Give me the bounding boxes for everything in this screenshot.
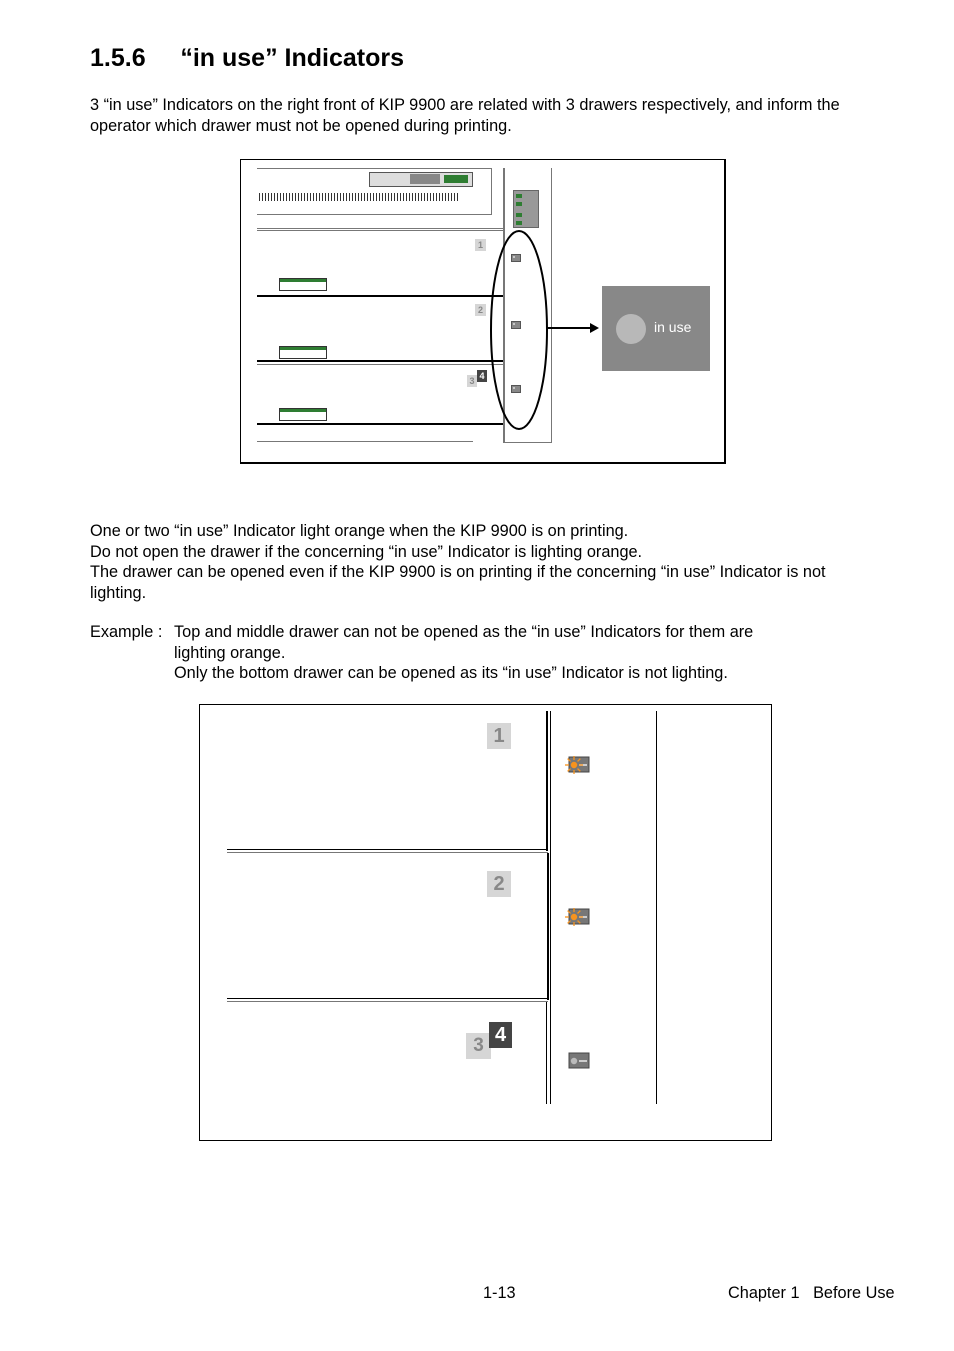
intro-line-1: 3 “in use” Indicators on the right front of KIP 9900 are related with 3 drawers respectively, and inform the — [90, 96, 840, 114]
example-line-1: Top and middle drawer can not be opened as the “in use” Indicators for them are — [174, 623, 754, 641]
page-number: 1-13 — [483, 1284, 516, 1302]
drawer-4-number: 4 — [477, 370, 487, 382]
in-use-lamp — [616, 314, 646, 344]
body-line-1: One or two “in use” Indicator light orange when the KIP 9900 is on printing. — [90, 522, 629, 540]
fig2-drawer-4-number: 4 — [489, 1022, 512, 1048]
example-line-2: lighting orange. — [174, 643, 286, 662]
intro-line-2: operator which drawer must not be opened during printing. — [90, 116, 512, 135]
drawer-1-indicator-lit — [565, 756, 589, 774]
body-paragraph — [90, 521, 826, 603]
example-label: Example : — [90, 623, 163, 641]
printer-front-figure — [240, 159, 726, 464]
drawer-2-indicator-lit — [565, 908, 589, 926]
indicator-lamps — [200, 705, 771, 1140]
callout-arrowhead — [590, 323, 599, 333]
example-paragraph — [90, 622, 890, 684]
drawer-indicators-figure — [199, 704, 772, 1141]
intro-paragraph — [90, 95, 840, 136]
chapter-label: Chapter 1 Before Use — [728, 1284, 895, 1302]
drawer-3-number: 3 — [467, 375, 477, 387]
body-line-2: Do not open the drawer if the concerning “in use” Indicator is lighting orange. — [90, 542, 643, 561]
highlight-ellipse — [491, 231, 547, 429]
example-line-3: Only the bottom drawer can be opened as its “in use” Indicator is not lighting. — [174, 664, 728, 682]
body-line-3: The drawer can be opened even if the KIP 9900 is on printing if the concerning “in use” Indicator is not — [90, 563, 826, 581]
section-title: “in use” Indicators — [180, 44, 405, 72]
body-line-4: lighting. — [90, 583, 147, 602]
drawer-2-number: 2 — [475, 304, 486, 316]
drawer-3-indicator-off — [569, 1053, 589, 1068]
fig2-drawer-2-number: 2 — [487, 871, 511, 897]
section-number: 1.5.6 — [90, 44, 146, 72]
drawer-1-number: 1 — [475, 239, 486, 251]
section-heading — [90, 44, 404, 73]
in-use-callout-label: in use — [654, 319, 692, 335]
in-use-callout — [602, 286, 710, 371]
fig2-drawer-1-number: 1 — [487, 723, 511, 749]
fig2-drawer-3-number: 3 — [466, 1033, 491, 1059]
